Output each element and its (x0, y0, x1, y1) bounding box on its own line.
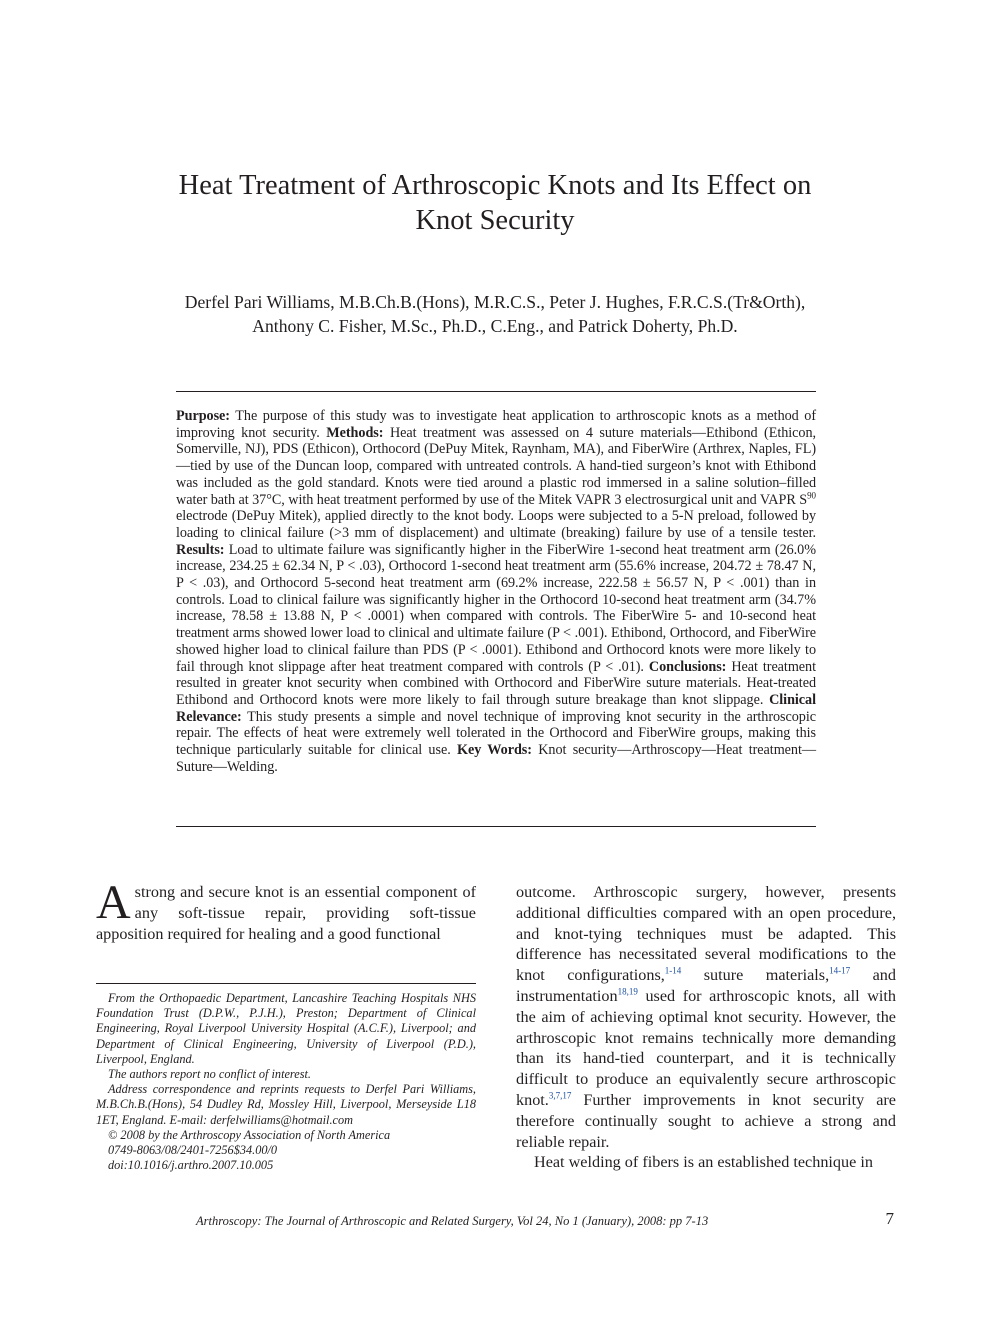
purpose-label: Purpose: (176, 408, 230, 424)
clinical-relevance-text: This study presents a simple and novel technique of improving knot security in the arthroscopic repair. The effects of heat were extremely well tolerated in the Orthocord and FiberWire groups, making this technique particularly suitable for clinical use. (176, 708, 816, 759)
authors-line-2: Anthony C. Fisher, M.Sc., Ph.D., C.Eng., and Patrick Doherty, Ph.D. (252, 316, 738, 336)
footnote-affiliation: From the Orthopaedic Department, Lancashire Teaching Hospitals NHS Foundation Trust (D.P.W., P.J.H.), Preston; Department of Clinical Engineering, Royal Liverpool University Hospital (A.C.F.), Liverpool; and Department of Clinical Engineering, University of Liverpool (P.D.), Liverpool, England. (96, 991, 476, 1066)
footnote-rule (96, 983, 476, 984)
body-text-e: Further improvements in knot security are therefore continually sought to achieve a strong and reliable repair. (516, 1090, 896, 1151)
body-column-left (96, 876, 476, 944)
drop-cap: A (96, 876, 131, 929)
title-line-1: Heat Treatment of Arthroscopic Knots and Its Effect on (178, 170, 812, 201)
body-paragraph-1 (516, 882, 896, 1152)
footnote-copyright: © 2008 by the Arthroscopy Association of North America (108, 1127, 391, 1142)
body-column-right (516, 882, 896, 1173)
methods-text-continued: electrode (DePuy Mitek), applied directly to the knot body. Loops were subjected to a 5-N preload, followed by loading to clinical failure (>3 mm of displacement) and ultimate (breaking) failure by use of a tensile tester. (176, 508, 816, 541)
methods-label: Methods: (326, 424, 384, 441)
abstract-bottom-rule (176, 826, 816, 827)
reference-link[interactable]: 1-14 (664, 965, 682, 976)
page-number: 7 (885, 1209, 894, 1228)
key-words-text: Knot security—Arthroscopy—Heat treatment—Suture—Welding. (176, 742, 816, 775)
body-text-d: used for arthroscopic knots, all with the aim of achieving optimal knot security. However, the arthroscopic knot remains technically more demanding than its hand-tied counterpart, and it is technically difficult to produce an equivalently secure arthroscopic knot. (516, 986, 896, 1109)
footnotes (96, 991, 476, 1173)
footnote-doi: doi:10.1016/j.arthro.2007.10.005 (108, 1158, 274, 1173)
key-words-label: Key Words: (456, 742, 532, 759)
clinical-relevance-label: Clinical Relevance: (176, 691, 816, 725)
authors-line-1: Derfel Pari Williams, M.B.Ch.B.(Hons), M.R.C.S., Peter J. Hughes, F.R.C.S.(Tr&Orth), (184, 292, 806, 312)
methods-text: Heat treatment was assessed on 4 suture materials—Ethibond (Ethicon, Somerville, NJ), PDS (Ethicon), Orthocord (DePuy Mitek, Raynham, MA), and FiberWire (Arthrex, Naples, FL)—tied by use of the Duncan loop, compared with untreated controls. A hand-tied surgeon’s knot with Ethibond was included as the gold standard. Knots were tied around a plastic rod immersed in a saline solution–filled water bath at 37°C, with heat treatment performed by use of the Mitek VAPR 3 electrosurgical unit and VAPR S (176, 424, 817, 508)
purpose-text: The purpose of this study was to investigate heat application to arthroscopic knots as a method of improving knot security. (176, 408, 816, 441)
title-line-2: Knot Security (415, 205, 575, 236)
author-list (60, 290, 930, 338)
abstract-top-rule (176, 391, 816, 392)
reference-link[interactable]: 3,7,17 (548, 1090, 572, 1101)
conclusions-label: Conclusions: (648, 658, 727, 675)
article-title (60, 168, 930, 238)
footnote-issn: 0749-8063/08/2401-7256$34.00/0 (108, 1143, 278, 1158)
abstract (176, 408, 816, 775)
body-text-c: and instrumentation (516, 966, 896, 1005)
conclusions-text: Heat treatment resulted in greater knot security when combined with Orthocord and FiberWire suture materials. Heat-treated Ethibond and Orthocord knots were more likely to fail through suture breakage than knot slippage. (176, 658, 816, 708)
reference-link[interactable]: 18,19 (617, 986, 638, 997)
results-text: Load to ultimate failure was significantly higher in the FiberWire 1-second heat treatment arm (26.0% increase, 234.25 ± 62.34 N, P < .03), Orthocord 1-second heat treatment arm (55.6% increase, 204.72 ± 78.47 N, P < .03), and Orthocord 5-second heat treatment arm (69.2% increase, 222.58 ± 56.57 N, P < .001) than in controls. Load to clinical failure was significantly higher in the Orthocord 10-second heat treatment arm (34.7% increase, 78.58 ± 13.88 N, P < .0001) when compared with controls. The FiberWire 5- and 10-second heat treatment arms showed lower load to clinical and ultimate failure (P < .001). Ethibond, Orthocord, and FiberWire showed higher load to clinical failure than PDS (P < .0001). Ethibond and Orthocord knots were more likely to fail through knot slippage after heat treatment compared with controls (P < .01). (176, 541, 816, 675)
intro-text: strong and secure knot is an essential component of any soft-tissue repair, providing soft-tissue apposition required for healing and a good functional (96, 883, 476, 943)
footnote-conflict: The authors report no conflict of interest. (108, 1067, 312, 1082)
footnote-address: Address correspondence and reprints requests to Derfel Pari Williams, M.B.Ch.B.(Hons), 54 Dudley Rd, Mossley Hill, Liverpool, Merseyside L18 1ET, England. E-mail: derfelwilliams@hotmail.com (96, 1082, 476, 1127)
reference-link[interactable]: 14-17 (829, 965, 851, 976)
methods-superscript: 90 (807, 489, 816, 500)
journal-citation: Arthroscopy: The Journal of Arthroscopic and Related Surgery, Vol 24, No 1 (January), 2008: pp 7-13 (196, 1214, 709, 1228)
body-text-a: outcome. Arthroscopic surgery, however, presents additional difficulties compared with an open procedure, and knot-tying techniques must be adapted. This difference has necessitated several modifications to the knot configurations, (516, 883, 896, 985)
results-label: Results: (176, 541, 225, 558)
body-paragraph-2: Heat welding of fibers is an established technique in (534, 1153, 873, 1172)
body-text-b: suture materials, (681, 966, 830, 985)
